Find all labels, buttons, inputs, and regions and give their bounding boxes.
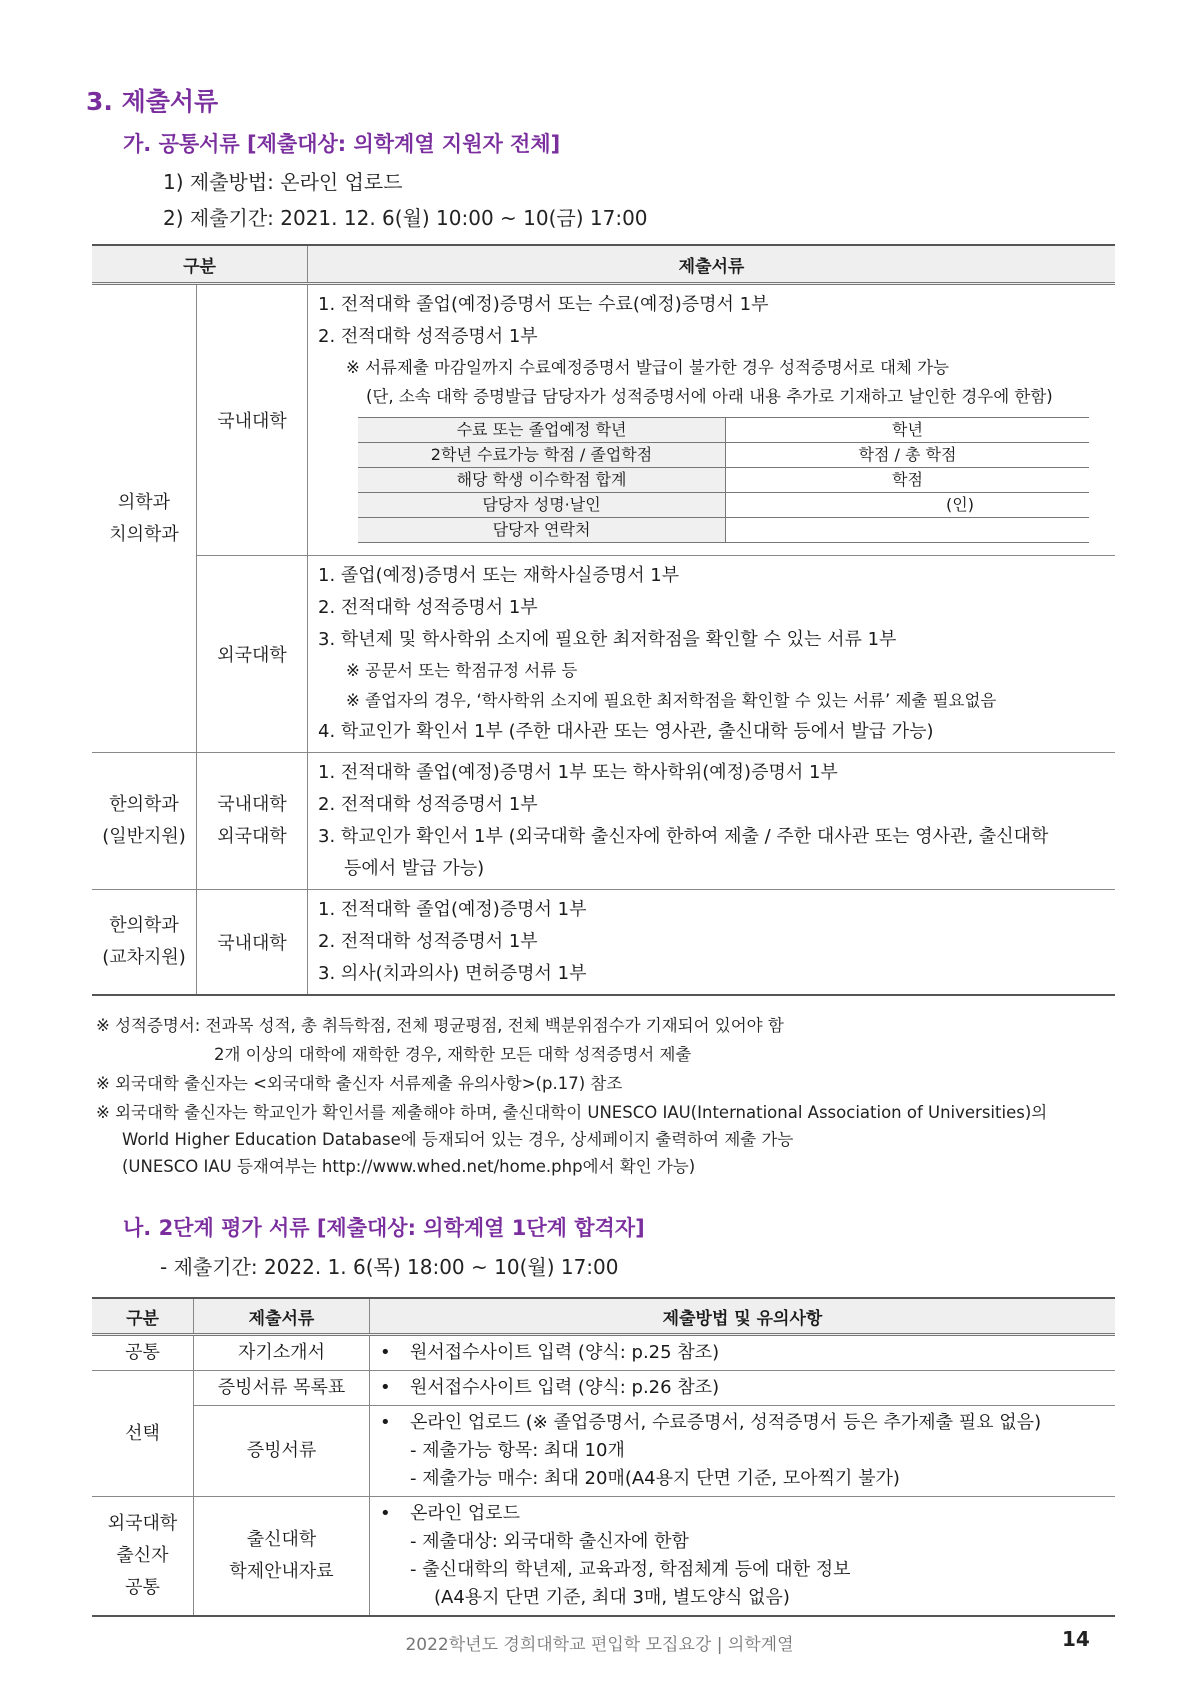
list-item: 1. 전적대학 졸업(예정)증명서 또는 수료(예정)증명서 1부 bbox=[318, 294, 769, 315]
doc-self-intro: 자기소개서 bbox=[194, 1335, 370, 1371]
list-item: 2. 전적대학 성적증명서 1부 bbox=[318, 794, 538, 815]
list-item-continued: 등에서 발급 가능) bbox=[344, 858, 485, 879]
footnote-continued: (UNESCO IAU 등재여부는 http://www.whed.net/home.php에서 확인 가능) bbox=[122, 1157, 696, 1176]
table-header-row bbox=[92, 1298, 1115, 1335]
footnote-continued: 2개 이상의 대학에 재학한 경우, 재학한 모든 대학 성적증명서 제출 bbox=[214, 1045, 692, 1064]
documents-cell bbox=[308, 890, 1116, 996]
table-row bbox=[92, 1335, 1115, 1371]
note: (단, 소속 대학 증명발급 담당자가 성적증명서에 아래 내용 추가로 기재하고 날인한 경우에 한함) bbox=[366, 387, 1053, 406]
note: ※ 공문서 또는 학점규정 서류 등 bbox=[346, 661, 578, 680]
footnote: ※ 외국대학 출신자는 <외국대학 출신자 서류제출 유의사항>(p.17) 참조 bbox=[96, 1074, 623, 1093]
section-title: 3. 제출서류 bbox=[86, 87, 219, 116]
form-row: 2학년 수료가능 학점 / 졸업학점 학점 / 총 학점 bbox=[358, 443, 1089, 468]
table-row bbox=[92, 556, 1115, 753]
list-item: 3. 의사(치과의사) 면허증명서 1부 bbox=[318, 963, 587, 984]
note: ※ 졸업자의 경우, ‘학사학위 소지에 필요한 최저학점을 확인할 수 있는 서류’ 제출 필요없음 bbox=[346, 691, 997, 710]
category-optional: 선택 bbox=[92, 1371, 194, 1497]
form-row: 담당자 연락처 bbox=[358, 518, 1089, 543]
table-row bbox=[92, 1497, 1115, 1617]
doc-evidence-list: 증빙서류 목록표 bbox=[194, 1371, 370, 1406]
sub-label-domestic-foreign: 국내대학 외국대학 bbox=[197, 753, 308, 890]
doc-curriculum-info: 출신대학 학제안내자료 bbox=[194, 1497, 370, 1617]
list-item: 2. 전적대학 성적증명서 1부 bbox=[318, 597, 538, 618]
footnote: ※ 성적증명서: 전과목 성적, 총 취득학점, 전체 평균평점, 전체 백분위점수가 기재되어 있어야 함 bbox=[96, 1016, 784, 1035]
table-row bbox=[92, 1371, 1115, 1406]
list-item: 3. 학교인가 확인서 1부 (외국대학 출신자에 한하여 제출 / 주한 대사관 또는 영사관, 출신대학 bbox=[318, 826, 1049, 847]
submission-method: 1) 제출방법: 온라인 업로드 bbox=[163, 170, 403, 194]
bullet-icon: • bbox=[380, 1377, 391, 1398]
method-cell: • 원서접수사이트 입력 (양식: p.26 참조) bbox=[370, 1371, 1116, 1406]
bullet-icon: • bbox=[380, 1342, 391, 1363]
header-method: 제출방법 및 유의사항 bbox=[370, 1298, 1116, 1335]
bullet-icon: • bbox=[380, 1412, 391, 1433]
footnote-continued: World Higher Education Database에 등재되어 있는 경우, 상세페이지 출력하여 제출 가능 bbox=[122, 1130, 794, 1149]
list-item: 4. 학교인가 확인서 1부 (주한 대사관 또는 영사관, 출신대학 등에서 발급 가능) bbox=[318, 721, 934, 742]
method-cell: • 온라인 업로드 (※ 졸업증명서, 수료증명서, 성적증명서 등은 추가제출 필요 없음) - 제출가능 항목: 최대 10개 - 제출가능 매수: 최대 20매(A4용지 단면 기준, 모아찍기 불가) bbox=[370, 1406, 1116, 1497]
table-row bbox=[92, 753, 1115, 890]
doc-evidence: 증빙서류 bbox=[194, 1406, 370, 1497]
method-cell: • 온라인 업로드 - 제출대상: 외국대학 출신자에 한함 - 출신대학의 학년제, 교육과정, 학점체계 등에 대한 정보 (A4용지 단면 기준, 최대 3매, 별도양식 없음) bbox=[370, 1497, 1116, 1617]
header-documents: 제출서류 bbox=[194, 1298, 370, 1335]
header-category: 구분 bbox=[92, 1298, 194, 1335]
method-cell: • 원서접수사이트 입력 (양식: p.25 참조) bbox=[370, 1335, 1116, 1371]
documents-cell bbox=[308, 556, 1116, 753]
subsection-b-title: 나. 2단계 평가 서류 [제출대상: 의학계열 1단계 합격자] bbox=[123, 1216, 645, 1240]
table-row bbox=[92, 284, 1115, 556]
bullet-icon: • bbox=[380, 1503, 391, 1524]
header-category: 구분 bbox=[92, 245, 308, 284]
sub-label-foreign: 외국대학 bbox=[197, 556, 308, 753]
common-documents-table bbox=[92, 244, 1115, 996]
list-item: 3. 학년제 및 학사학위 소지에 필요한 최저학점을 확인할 수 있는 서류 1부 bbox=[318, 629, 897, 650]
submission-period: 2) 제출기간: 2021. 12. 6(월) 10:00 ~ 10(금) 17:00 bbox=[163, 206, 648, 230]
group-label-oriental-cross: 한의학과 (교차지원) bbox=[92, 890, 197, 996]
note: ※ 서류제출 마감일까지 수료예정증명서 발급이 불가한 경우 성적증명서로 대체 가능 bbox=[346, 358, 949, 377]
list-item: 2. 전적대학 성적증명서 1부 bbox=[318, 326, 538, 347]
header-documents: 제출서류 bbox=[308, 245, 1116, 284]
subsection-a-title: 가. 공통서류 [제출대상: 의학계열 지원자 전체] bbox=[123, 132, 561, 156]
stage2-period: - 제출기간: 2022. 1. 6(목) 18:00 ~ 10(월) 17:00 bbox=[160, 1255, 619, 1279]
list-item: 2. 전적대학 성적증명서 1부 bbox=[318, 931, 538, 952]
page-number: 14 bbox=[1062, 1627, 1090, 1651]
list-item: 1. 전적대학 졸업(예정)증명서 1부 bbox=[318, 899, 587, 920]
form-row: 수료 또는 졸업예정 학년 학년 bbox=[358, 418, 1089, 443]
form-row: 해당 학생 이수학점 합계 학점 bbox=[358, 468, 1089, 493]
category-foreign-common: 외국대학 출신자 공통 bbox=[92, 1497, 194, 1617]
table-header-row bbox=[92, 245, 1115, 284]
list-item: 1. 전적대학 졸업(예정)증명서 1부 또는 학사학위(예정)증명서 1부 bbox=[318, 762, 838, 783]
category-common: 공통 bbox=[92, 1335, 194, 1371]
form-row: 담당자 성명·날인 (인) bbox=[358, 493, 1089, 518]
footnote: ※ 외국대학 출신자는 학교인가 확인서를 제출해야 하며, 출신대학이 UNESCO IAU(International Association of Universities)의 bbox=[96, 1103, 1048, 1122]
stage2-documents-table bbox=[92, 1297, 1115, 1617]
documents-cell bbox=[308, 284, 1116, 556]
group-label-medicine: 의학과 치의학과 bbox=[92, 284, 197, 753]
page-footer: 2022학년도 경희대학교 편입학 모집요강 | 의학계열 bbox=[405, 1635, 794, 1655]
table-row bbox=[92, 1406, 1115, 1497]
sub-label-domestic: 국내대학 bbox=[197, 284, 308, 556]
certification-form-table bbox=[358, 417, 1089, 543]
sub-label-domestic: 국내대학 bbox=[197, 890, 308, 996]
table-row bbox=[92, 890, 1115, 996]
list-item: 1. 졸업(예정)증명서 또는 재학사실증명서 1부 bbox=[318, 565, 680, 586]
group-label-oriental-general: 한의학과 (일반지원) bbox=[92, 753, 197, 890]
documents-cell bbox=[308, 753, 1116, 890]
